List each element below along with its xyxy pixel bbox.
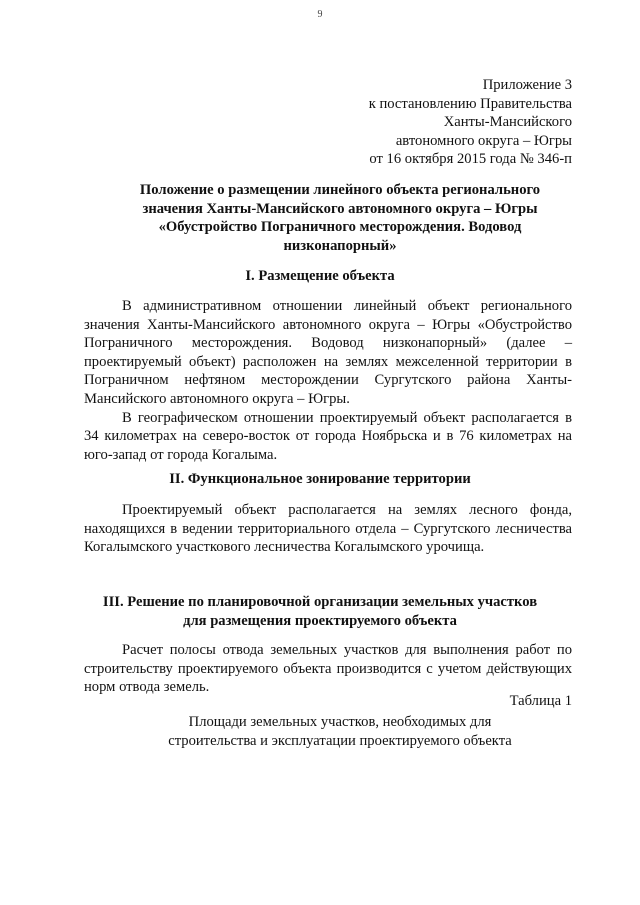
annex-line: Приложение 3 <box>482 77 572 93</box>
section-3-heading <box>68 593 572 630</box>
annex-line: автономного округа – Югры <box>395 132 572 149</box>
section-1-heading: I. Размещение объекта <box>245 268 395 284</box>
annex-line: Ханты-Мансийского <box>443 114 572 131</box>
paragraph: В административном отношении линейный объект регионального значения Ханты-Мансийского автономного округа – Югры «Обустройство Пограничного месторождения. Водовод низконапорный» (далее – проектируемый объект) расположен на землях межселенной территории в Пограничном нефтяном месторождении Сургутского района Ханты-Мансийского автономного округа – Югры. <box>84 298 572 407</box>
title-line: низконапорный» <box>283 237 397 254</box>
heading-line: для размещения проектируемого объекта <box>183 612 457 629</box>
title-line: Положение о размещении линейного объекта регионального <box>139 182 541 198</box>
section-2-body <box>84 501 572 557</box>
annex-header <box>272 76 572 169</box>
annex-line: к постановлению Правительства <box>368 95 572 112</box>
annex-line: от 16 октября 2015 года № 346-п <box>369 151 572 168</box>
title-line: значения Ханты-Мансийского автономного округа – Югры <box>142 200 538 217</box>
table-caption <box>120 713 560 750</box>
page-number: 9 <box>317 9 323 20</box>
heading-line: III. Решение по планировочной организации земельных участков <box>102 594 538 610</box>
paragraph: В географическом отношении проектируемый объект располагается в 34 километрах на северо-восток от города Ноябрьска и в 76 километрах на юго-запад от города Когалыма. <box>84 409 572 463</box>
caption-line: Площади земельных участков, необходимых для <box>188 714 492 730</box>
table-label: Таблица 1 <box>509 693 572 709</box>
paragraph: Проектируемый объект располагается на землях лесного фонда, находящихся в ведении территориального отдела – Сургутского лесничества Когалымского участкового лесничества Когалымского урочища. <box>84 502 572 556</box>
document-title <box>120 181 560 255</box>
section-3-body <box>84 641 572 697</box>
title-line: «Обустройство Пограничного месторождения. Водовод <box>158 219 522 236</box>
section-1-body <box>84 297 572 464</box>
section-2-heading: II. Функциональное зонирование территории <box>169 471 471 487</box>
caption-line: строительства и эксплуатации проектируемого объекта <box>168 732 512 749</box>
paragraph: Расчет полосы отвода земельных участков для выполнения работ по строительству проектируемого объекта производится с учетом действующих норм отвода земель. <box>84 642 572 696</box>
